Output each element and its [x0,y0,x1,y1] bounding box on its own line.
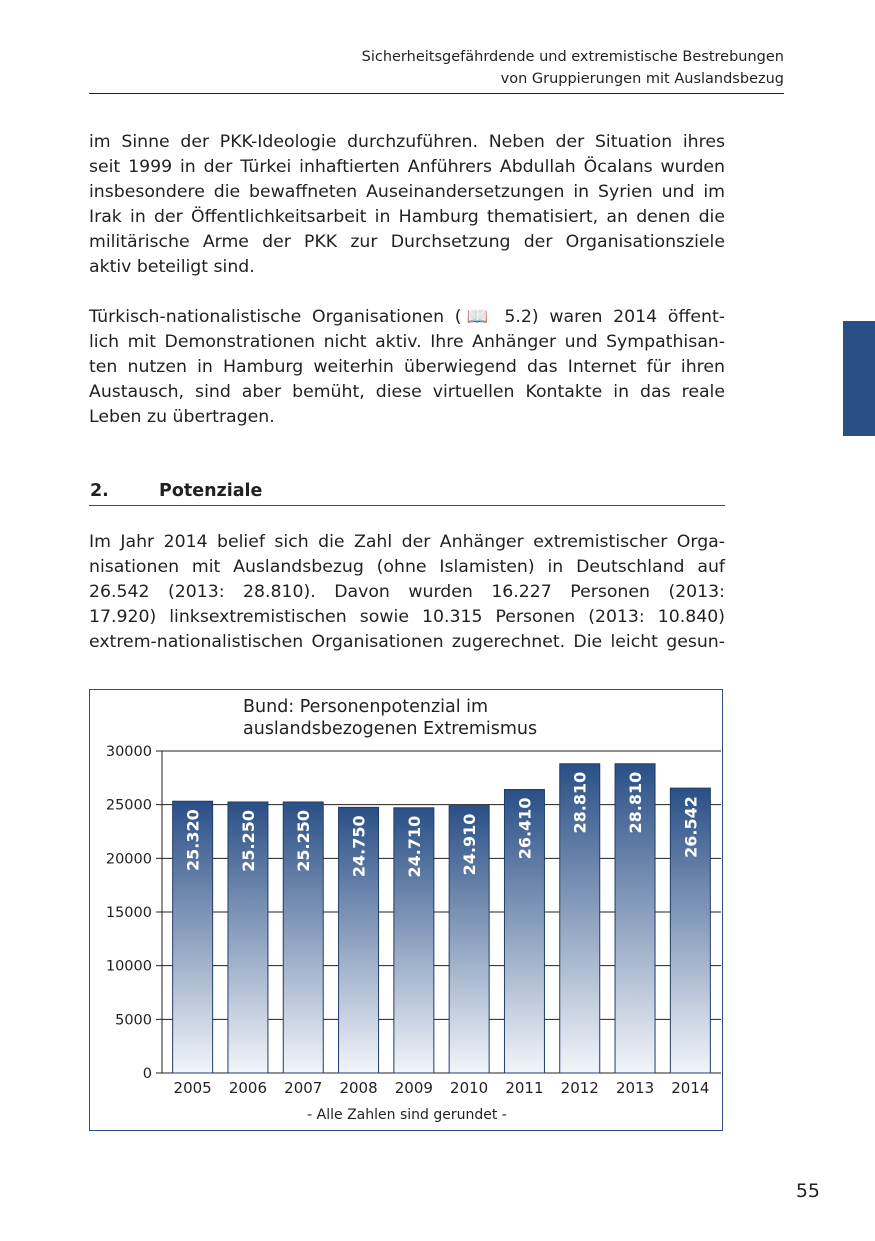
bar-chart [90,690,724,1132]
bar-value-label: 25.250 [238,809,258,872]
x-tick-label: 2006 [228,1079,268,1097]
bar-value-label: 24.910 [460,813,480,876]
text-line: Austausch, sind aber bemüht, diese virtuellen Kontakte in das reale [89,382,725,402]
paragraph-1 [89,130,725,280]
paragraph-3 [89,530,725,655]
text-line: ten nutzen in Hamburg weiterhin überwiegend das Internet für ihren [89,357,725,377]
paragraph-2 [89,305,725,430]
text-line: im Sinne der PKK-Ideologie durchzuführen. Neben der Situation ihres [89,132,725,152]
page-number: 55 [795,1180,820,1202]
x-tick-label: 2005 [173,1079,212,1097]
x-tick-label: 2010 [450,1079,489,1097]
running-header [89,46,784,94]
text-line: Irak in der Öffentlichkeitsarbeit in Hamburg thematisiert, an denen die [89,207,725,227]
text-line: seit 1999 in der Türkei inhaftierten Anführers Abdullah Öcalans wurden [89,157,725,177]
x-tick-label: 2013 [615,1079,655,1097]
text-line: insbesondere die bewaffneten Auseinandersetzungen in Syrien und im [89,182,725,202]
chart-title-line2: auslandsbezogenen Extremismus [243,719,538,739]
section-number: 2. [90,481,109,501]
bar-value-label: 26.410 [515,797,535,860]
y-tick-label: 30000 [105,744,152,760]
text-line: Türkisch-nationalistische Organisationen (📖 5.2) waren 2014 öffent- [89,307,725,327]
bar-value-label: 24.750 [349,815,369,878]
section-heading [89,481,725,506]
text-line: Leben zu übertragen. [89,407,275,427]
x-tick-label: 2008 [339,1079,378,1097]
text-line: militärische Arme der PKK zur Durchsetzung der Organisationsziele [89,232,725,252]
running-header-line1: Sicherheitsgefährdende und extremistische Bestrebungen [361,49,784,65]
x-tick-label: 2014 [671,1079,710,1097]
text-line: aktiv beteiligt sind. [89,257,255,277]
chart-title-line1: Bund: Personenpotenzial im [243,697,489,717]
bar-value-label: 26.542 [681,796,701,858]
x-tick-label: 2011 [505,1079,544,1097]
text-line: 17.920) linksextremistischen sowie 10.315 Personen (2013: 10.840) [89,607,725,627]
running-header-line2: von Gruppierungen mit Auslandsbezug [500,71,784,87]
y-tick-label: 0 [142,1066,152,1082]
text-line: lich mit Demonstrationen nicht aktiv. Ihre Anhänger und Sympathisan- [89,332,725,352]
text-line: Im Jahr 2014 belief sich die Zahl der Anhänger extremistischer Orga- [89,532,725,552]
y-tick-label: 10000 [105,958,152,975]
y-tick-label: 15000 [105,905,152,921]
bar-value-label: 25.250 [294,809,314,872]
chapter-tab [843,321,875,436]
y-tick-label: 25000 [105,797,152,814]
x-tick-label: 2007 [284,1079,323,1097]
text-line: nisationen mit Auslandsbezug (ohne Islamisten) in Deutschland auf [89,557,725,577]
x-tick-label: 2012 [560,1079,599,1097]
y-tick-label: 20000 [105,851,152,868]
bar-value-label: 24.710 [404,815,424,878]
bar-value-label: 28.810 [626,771,646,834]
bar-value-label: 28.810 [570,771,590,834]
text-line: extrem-nationalistischen Organisationen zugerechnet. Die leicht gesun- [89,632,725,652]
text-line: 26.542 (2013: 28.810). Davon wurden 16.227 Personen (2013: [89,582,725,602]
chart-frame [89,689,723,1131]
chart-footnote: - Alle Zahlen sind gerundet - [307,1107,507,1123]
y-tick-label: 5000 [115,1012,152,1029]
section-title: Potenziale [159,481,263,501]
x-tick-label: 2009 [394,1079,433,1097]
bar-value-label: 25.320 [183,809,203,871]
